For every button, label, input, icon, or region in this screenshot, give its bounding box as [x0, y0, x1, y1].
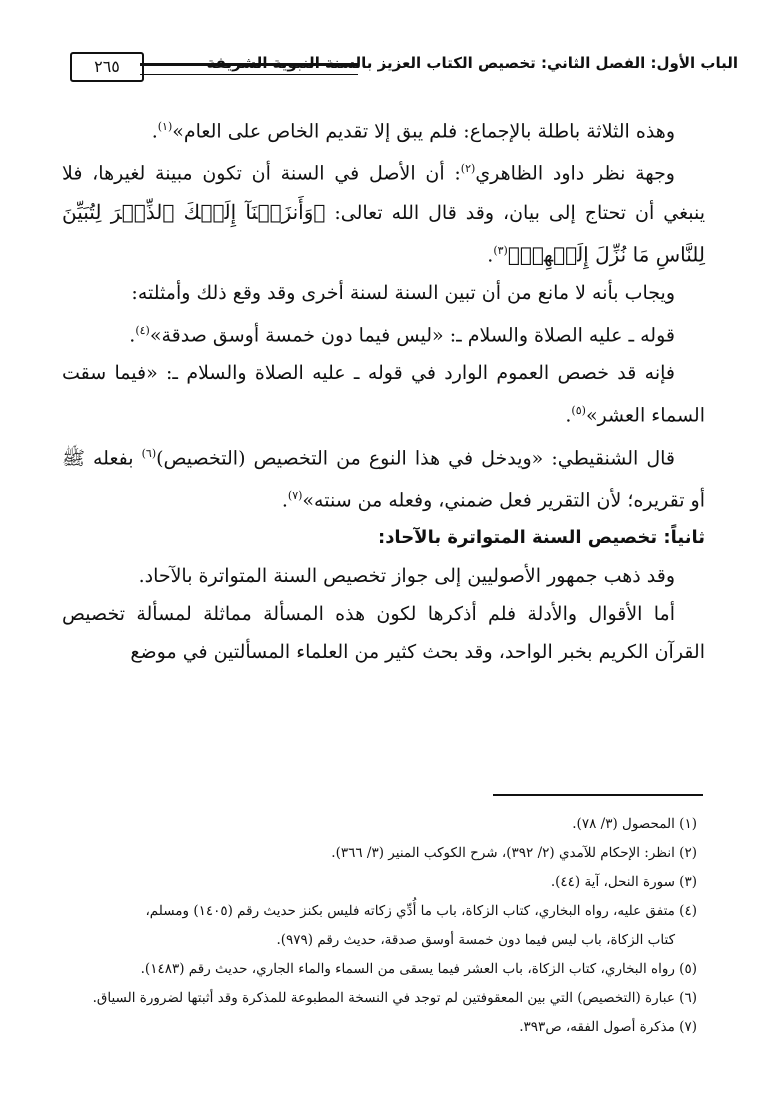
running-header — [70, 52, 738, 88]
footnote-ref: (٢) — [460, 162, 476, 176]
footnote-6: (٦) عبارة (التخصيص) التي بين المعقوفتين لم توجد في النسخة المطبوعة للمذكرة وقد أثبتها لضرورة السياق. — [92, 990, 697, 1006]
footnote-4-continued: كتاب الزكاة، باب ليس فيما دون خمسة أوسق صدقة، حديث رقم (٩٧٩). — [276, 932, 675, 948]
paragraph-2: وجهة نظر داود الظاهري$^{(٢)}$: أن الأصل في السنة أن تكون مبينة لغيرها، فلا ينبغي أن تحتاج إلى بيان، وقد قال الله تعالى: ﴿وَأَنزَلۡنَآ إِلَيۡكَ ٱلذِّكۡرَ لِتُبَيِّنَ لِلنَّاسِ مَا نُزِّلَ إِلَيۡهِمۡ﴾$^{(٣)}$. — [62, 162, 705, 266]
paragraph-3: ويجاب بأنه لا مانع من أن تبين السنة لسنة أخرى وقد وقع ذلك وأمثلته: — [131, 281, 675, 304]
footnote-5: (٥) رواه البخاري، كتاب الزكاة، باب العشر فيما يسقى من السماء والماء الجاري، حديث رقم (١٤٨٣). — [140, 961, 697, 977]
body-text — [62, 108, 705, 671]
header-rule — [140, 63, 358, 75]
footnote-ref: (٤) — [135, 323, 150, 337]
footnote-3: (٣) سورة النحل، آية (٤٤). — [550, 874, 697, 890]
footnote-ref: (٣) — [493, 243, 508, 257]
footnote-separator — [493, 794, 703, 796]
footnote-1: (١) المحصول (٣/ ٧٨). — [572, 816, 697, 832]
paragraph-1: وهذه الثلاثة باطلة بالإجماع: فلم يبق إلا تقديم الخاص على العام»$^{(١)}$. — [151, 120, 675, 143]
footnote-7: (٧) مذكرة أصول الفقه، ص٣٩٣. — [519, 1019, 697, 1035]
footnote-ref: (١) — [157, 120, 173, 133]
header-title: الباب الأول: الفصل الثاني: تخصيص الكتاب العزيز بالسنة النبوية الشريفة — [206, 54, 738, 72]
paragraph-4: قوله ـ عليه الصلاة والسلام ـ: «ليس فيما دون خمسة أوسق صدقة»$^{(٤)}$. — [129, 323, 675, 347]
footnote-ref: (٧) — [287, 488, 303, 502]
footnote-4: (٤) متفق عليه، رواه البخاري، كتاب الزكاة، باب ما أُدِّي زكاته فليس بكنز حديث رقم (١٤٠٥) ومسلم، — [145, 903, 697, 919]
paragraph-6: قال الشنقيطي: «ويدخل في هذا النوع من التخصيص (التخصيص)$^{(٦)}$ بفعله ﷺ أو تقريره؛ لأن التقرير فعل ضمني، وفعله من سنته»$^{(٧)}$. — [62, 446, 705, 512]
section-heading: ثانياً: تخصيص السنة المتواترة بالآحاد: — [378, 527, 705, 549]
footnote-ref: (٥) — [571, 404, 586, 418]
paragraph-8: أما الأقوال والأدلة فلم أذكرها لكون هذه المسألة مماثلة لمسألة تخصيص القرآن الكريم بخبر الواحد، وقد بحث كثير من العلماء المسألتين في موضع — [62, 603, 705, 664]
footnote-ref: (٦) — [141, 446, 157, 460]
footnotes — [58, 810, 697, 1042]
page-number: ٢٦٥ — [70, 52, 144, 82]
quran-verse: ﴿وَأَنزَلۡنَآ إِلَيۡكَ ٱلذِّكۡرَ لِتُبَيِّنَ لِلنَّاسِ مَا نُزِّلَ إِلَيۡهِمۡ﴾ — [62, 199, 705, 266]
footnote-2: (٢) انظر: الإحكام للآمدي (٢/ ٣٩٢)، شرح الكوكب المنير (٣/ ٣٦٦). — [331, 845, 697, 861]
paragraph-7: وقد ذهب جمهور الأصوليين إلى جواز تخصيص السنة المتواترة بالآحاد. — [138, 565, 675, 588]
paragraph-5: فإنه قد خصص العموم الوارد في قوله ـ عليه الصلاة والسلام ـ: «فيما سقت السماء العشر»$^{(٥)}$. — [62, 362, 705, 427]
